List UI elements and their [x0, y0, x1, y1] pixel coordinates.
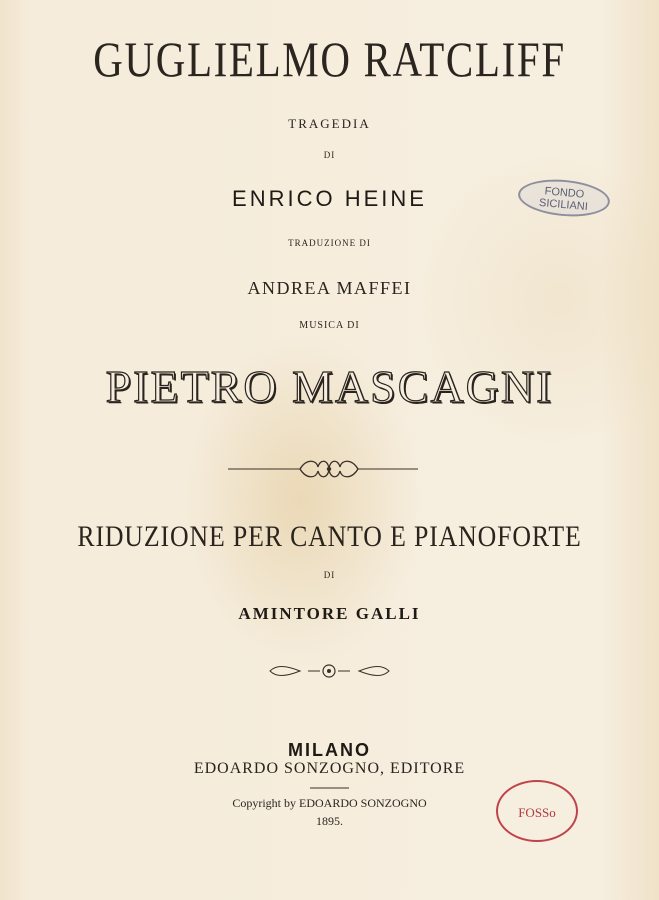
translator-name: ANDREA MAFFEI [247, 278, 412, 298]
di-label-2: DI [323, 570, 336, 580]
composer-name: PIETRO MASCAGNI [105, 361, 554, 412]
publisher-name: EDOARDO SONZOGNO, EDITORE [193, 760, 466, 777]
small-ornament-icon [0, 660, 659, 682]
library-stamp-line1: FONDO [544, 185, 585, 201]
genre-label: TRAGEDIA [288, 116, 371, 131]
music-label: MUSICA DI [299, 320, 360, 331]
opera-title: GUGLIELMO RATCLIFF [93, 31, 566, 87]
ornament-divider-icon [0, 454, 659, 484]
copyright-notice: Copyright by EDOARDO SONZOGNO [232, 796, 427, 810]
translation-label: TRADUZIONE DI [288, 238, 371, 248]
library-stamp [517, 176, 612, 220]
reduction-title: RIDUZIONE PER CANTO E PIANOFORTE [77, 520, 582, 553]
library-stamp-line2: SICILIANI [538, 196, 589, 214]
publisher-city: MILANO [288, 740, 371, 760]
publication-year: 1895. [316, 814, 343, 828]
author-name: ENRICO HEINE [232, 186, 427, 211]
di-label: DI [323, 150, 336, 160]
red-stamp: FOSSo [496, 780, 578, 842]
arranger-name: AMINTORE GALLI [238, 604, 421, 623]
